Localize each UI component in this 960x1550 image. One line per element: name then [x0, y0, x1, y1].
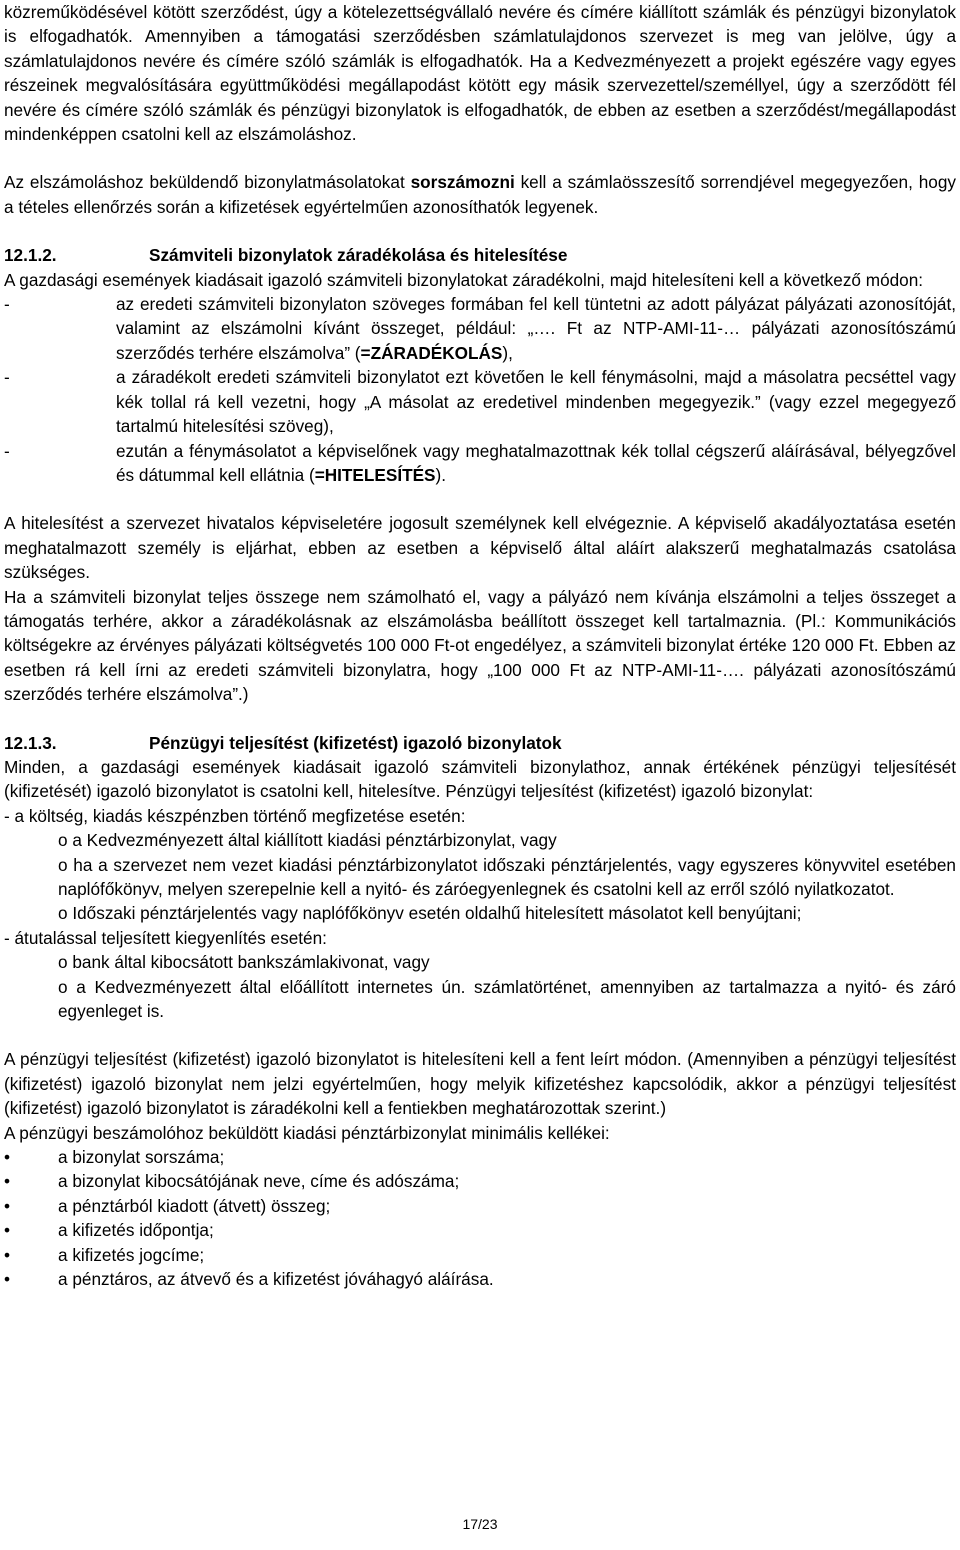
- list-item: o ha a szervezet nem vezet kiadási pénztárbizonylatot időszaki pénztárjelentés, vagy egyszeres könyvvitel esetében naplófőkönyv, melyen szerepelnie kell a nyitó- és záróegyenlegnek és csatolni kell az erről szóló nyilatkozatot.: [58, 854, 956, 899]
- dash-marker: -: [4, 440, 10, 461]
- dash-item-text: [116, 292, 956, 365]
- document-body: [4, 0, 956, 1292]
- paragraph-minimum-requirements: A pénzügyi beszámolóhoz beküldött kiadási pénztárbizonylat minimális kellékei:: [4, 1122, 610, 1143]
- dash-item-text: a záradékolt eredeti számviteli bizonylatot ezt követően le kell fénymásolni, majd a másolatra pecséttel vagy kék tollal rá kell vezetni, hogy „A másolat az eredetivel mindenben megegyezik.” (vagy ezzel megegyező tartalmú hitelesítési szöveg),: [116, 367, 956, 437]
- section-heading-12-1-2: [4, 243, 956, 267]
- section-number: 12.1.2.: [4, 245, 57, 266]
- paragraph-numbering-bold: sorszámozni: [410, 172, 515, 193]
- page-number: 17/23: [462, 1516, 498, 1532]
- list-item: o a Kedvezményezett által kiállított kiadási pénztárbizonylat, vagy: [58, 830, 557, 851]
- paragraph-payment-authentication: A pénzügyi teljesítést (kifizetést) igazoló bizonylatot is hitelesíteni kell a fent leírt módon. (Amennyiben a pénzügyi teljesítést (kifizetést) igazoló bizonylat nem jelzi egyértelműen, hogy melyik kifizetéshez kapcsolódik, akkor a pénzügyi teljesítést (kifizetést) igazoló bizonylatot is záradékolni kell a fentiekben meghatározottak szerint.): [4, 1049, 956, 1119]
- dash-item-text: [116, 439, 956, 488]
- paragraph-payment-proof: Minden, a gazdasági események kiadásait igazoló számviteli bizonylathoz, annak értékének pénzügyi teljesítését (kifizetését) igazoló bizonylatot is csatolni kell, hitelesítve. Pénzügyi teljesítést (kifizetést) igazoló bizonylat:: [4, 756, 956, 802]
- paragraph-numbering-text-a: Az elszámoláshoz beküldendő bizonylatmásolatokat: [4, 172, 411, 193]
- dash-marker: -: [4, 367, 10, 388]
- dash-item-tail: ),: [502, 342, 513, 363]
- dash-item-tail: ).: [435, 464, 447, 485]
- paragraph-partial-amount: Ha a számviteli bizonylat teljes összege nem számolható el, vagy a pályázó nem kívánja elszámolni a teljes összeget a támogatás terhére, akkor a záradékolásnak az elszámolásba beállított összeget kell tartalmaznia. (Pl.: Kommunikációs költségekre az érvényes pályázati költségvetés 100 000 Ft-ot engedélyez, a számviteli bizonylat értéke 120 000 Ft. Ebben az esetben rá kell írni az eredeti számviteli bizonylatra, hogy „100 000 Ft az NTP-AMI-11-…. pályázati azonosítószámú szerződés terhére elszámolva”.): [4, 586, 956, 705]
- paragraph-contract: közreműködésével kötött szerződést, úgy a kötelezettségvállaló nevére és címére kiállított számlák és pénzügyi bizonylatok is elfogadhatók. Amennyiben a támogatási szerződésben számlatulajdonos szervezet is meg van jelölve, úgy a számlatulajdonos nevére és címére szóló számlák is elfogadhatók. Ha a Kedvezményezett a projekt egészére vagy egyes részeinek megvalósítására együttműködési megállapodást kötött egy másik szervezettel/személlyel, úgy a szerződött fél nevére és címére szóló számlák és pénzügyi bizonylatok is elfogadhatók, de ebben az esetben a szerződést/megállapodást mindenképpen csatolni kell az elszámoláshoz.: [4, 2, 956, 145]
- list-heading-cash: - a költség, kiadás készpénzben történő megfizetése esetén:: [4, 805, 466, 826]
- dash-item-bold: =ZÁRADÉKOLÁS: [360, 342, 503, 363]
- section-heading-12-1-3: [4, 731, 956, 755]
- dash-marker: -: [4, 294, 10, 315]
- dash-item-body: ezután a fénymásolatot a képviselőnek vagy meghatalmazottnak kék tollal cégszerű aláírásával, bélyegzővel és dátummal kell ellátnia (: [116, 440, 956, 485]
- section-number: 12.1.3.: [4, 732, 57, 753]
- paragraph-numbering: [4, 170, 956, 219]
- list-item: o a Kedvezményezett által előállított internetes ún. számlatörténet, amennyiben az tartalmazza a nyitó- és záró egyenleget is.: [58, 976, 956, 1022]
- dash-item-body: az eredeti számviteli bizonylaton szöveges formában fel kell tüntetni az adott pályázat pályázati azonosítóját, valamint az elszámolni kívánt összeget, például: „…. Ft az NTP-AMI-11-… pályázati azonosítószámú szerződés terhére elszámolva” (: [116, 294, 956, 363]
- bullet-item: • a kifizetés jogcíme;: [4, 1243, 956, 1267]
- bullet-item: • a pénztáros, az átvevő és a kifizetést jóváhagyó aláírása.: [4, 1267, 956, 1291]
- paragraph-numbering-text-b: kell a számlaösszesítő sorrendjével megegyezően, hogy a tételes ellenőrzés során a kifizetések egyértelműen azonosíthatók legyenek.: [4, 172, 956, 217]
- section-title: Pénzügyi teljesítést (kifizetést) igazoló bizonylatok: [149, 732, 562, 753]
- section-title: Számviteli bizonylatok záradékolása és hitelesítése: [149, 245, 568, 266]
- dash-item-bold: =HITELESÍTÉS: [314, 464, 436, 485]
- list-item: o bank által kibocsátott bankszámlakivonat, vagy: [58, 952, 430, 973]
- list-heading-transfer: - átutalással teljesített kiegyenlítés esetén:: [4, 927, 327, 948]
- paragraph-authentication: A hitelesítést a szervezet hivatalos képviseletére jogosult személynek kell elvégeznie. A képviselő akadályoztatása esetén meghatalmazott személy is eljárhat, ebben az esetben a képviselő által aláírt alakszerű meghatalmazás csatolása szükséges.: [4, 513, 956, 583]
- bullet-item: • a pénztárból kiadott (átvett) összeg;: [4, 1194, 956, 1218]
- dash-item: [4, 365, 956, 438]
- paragraph-intro: A gazdasági események kiadásait igazoló számviteli bizonylatokat záradékolni, majd hitelesíteni kell a következő módon:: [4, 269, 924, 290]
- bullet-list: [4, 1145, 956, 1291]
- dash-item: [4, 292, 956, 365]
- dash-item: [4, 439, 956, 488]
- bullet-item: • a bizonylat kibocsátójának neve, címe és adószáma;: [4, 1169, 956, 1193]
- list-item: o Időszaki pénztárjelentés vagy naplófőkönyv esetén oldalhű hitelesített másolatot kell benyújtani;: [58, 903, 802, 924]
- bullet-item: • a kifizetés időpontja;: [4, 1218, 956, 1242]
- bullet-item: • a bizonylat sorszáma;: [4, 1145, 956, 1169]
